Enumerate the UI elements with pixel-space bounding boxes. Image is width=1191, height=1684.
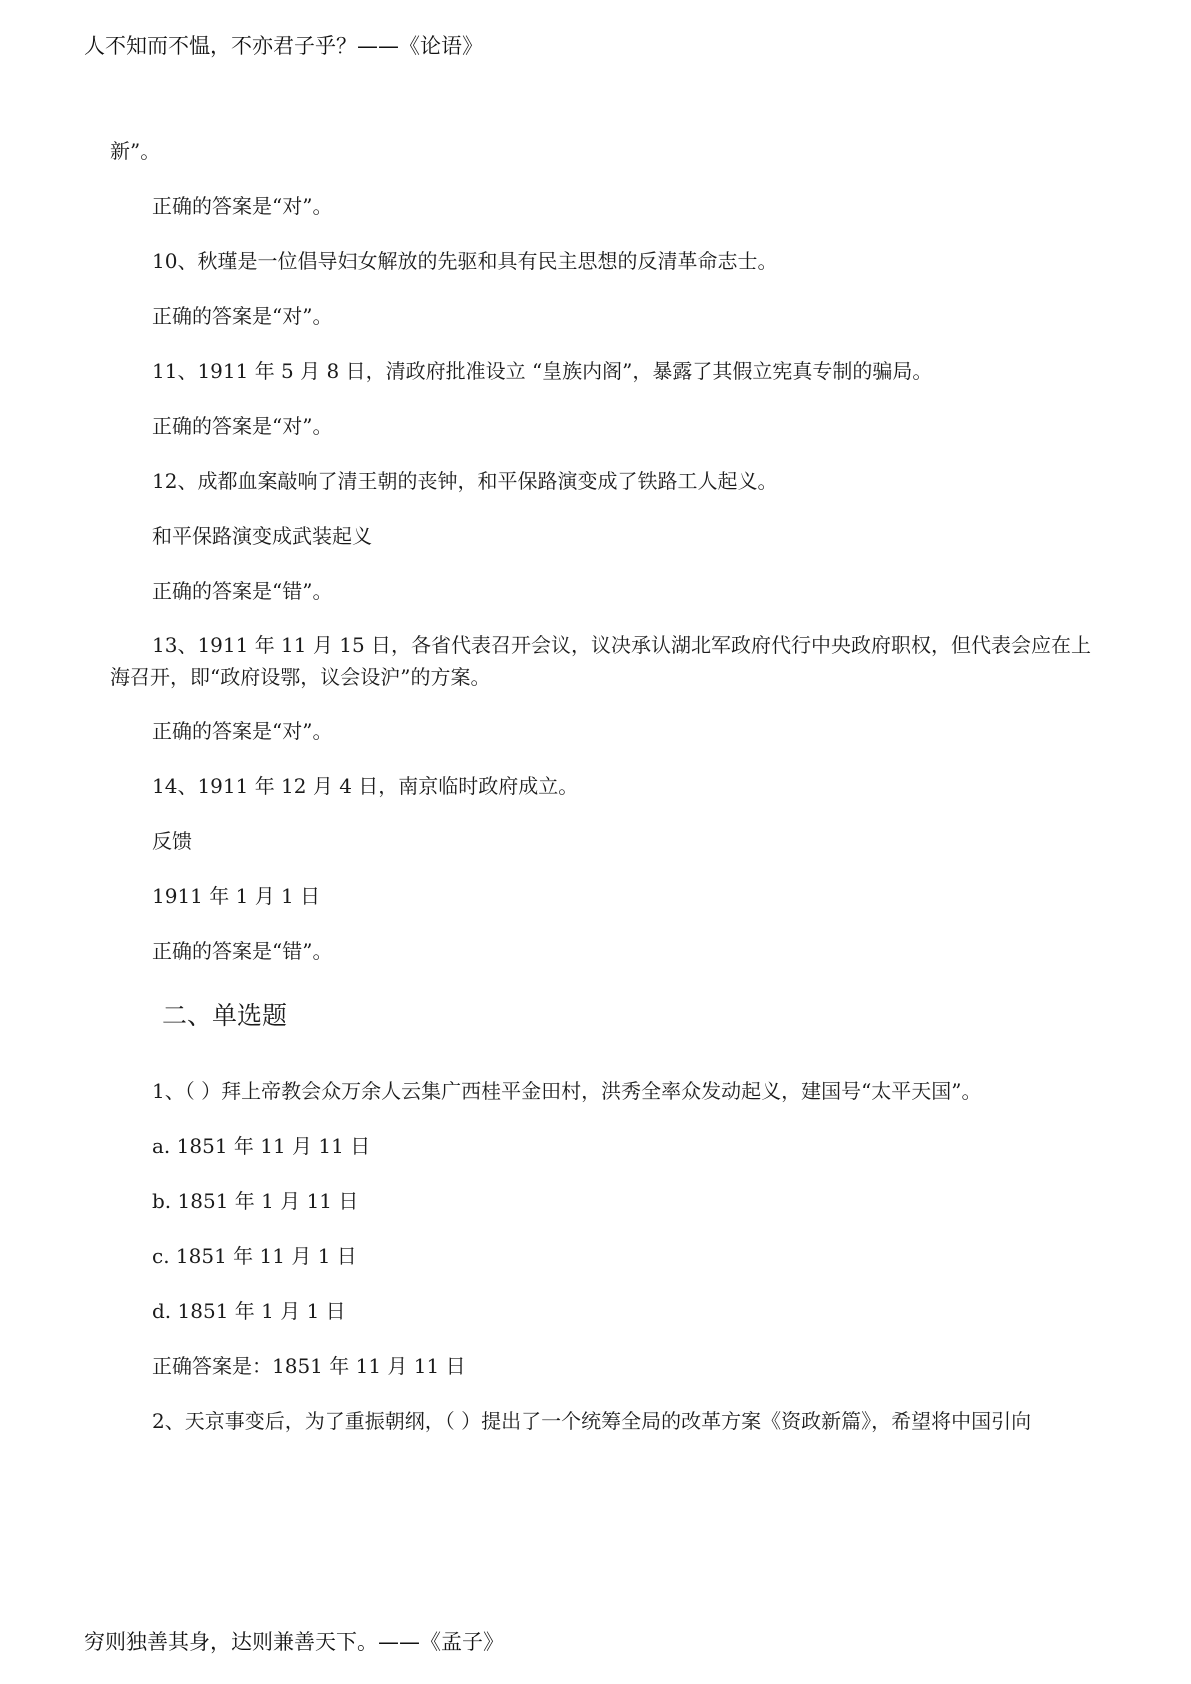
answer-line: 正确的答案是“对”。 [152, 194, 333, 218]
header-quote: 人不知而不愠，不亦君子乎？——《论语》 [84, 34, 483, 58]
mc1-option-d: d. 1851 年 1 月 1 日 [152, 1299, 346, 1323]
answer-line: 正确的答案是“错”。 [152, 579, 333, 603]
question-10: 10、秋瑾是一位倡导妇女解放的先驱和具有民主思想的反清革命志士。 [152, 249, 778, 273]
question-14: 14、1911 年 12 月 4 日，南京临时政府成立。 [152, 774, 579, 798]
feedback-note-12: 和平保路演变成武装起义 [152, 524, 372, 548]
answer-line: 正确的答案是“对”。 [152, 304, 333, 328]
question-13: 13、1911 年 11 月 15 日，各省代表召开会议，议决承认湖北军政府代行中央政府职权，但代表会应在上海召开，即“政府设鄂，议会设沪”的方案。 [110, 633, 1092, 689]
mc1-answer: 正确答案是：1851 年 11 月 11 日 [152, 1354, 466, 1378]
mc1-option-c: c. 1851 年 11 月 1 日 [152, 1244, 357, 1268]
answer-line: 正确的答案是“对”。 [152, 414, 333, 438]
question-12: 12、成都血案敲响了清王朝的丧钟，和平保路演变成了铁路工人起义。 [152, 469, 778, 493]
continuation-text: 新”。 [110, 139, 161, 163]
mc-question-2: 2、天京事变后，为了重振朝纲，（ ）提出了一个统筹全局的改革方案《资政新篇》，希望将中国引向 [152, 1409, 1032, 1433]
mc1-option-a: a. 1851 年 11 月 11 日 [152, 1134, 371, 1158]
mc-question-1: 1、（ ）拜上帝教会众万余人云集广西桂平金田村，洪秀全率众发动起义，建国号“太平天国”。 [152, 1079, 982, 1103]
answer-line: 正确的答案是“对”。 [152, 719, 333, 743]
footer-quote: 穷则独善其身，达则兼善天下。——《孟子》 [84, 1630, 504, 1654]
section-heading: 二、单选题 [162, 1001, 288, 1030]
feedback-label: 反馈 [152, 829, 192, 853]
answer-line: 正确的答案是“错”。 [152, 939, 333, 963]
feedback-14: 1911 年 1 月 1 日 [152, 884, 321, 908]
mc1-option-b: b. 1851 年 1 月 11 日 [152, 1189, 359, 1213]
question-11: 11、1911 年 5 月 8 日，清政府批准设立 “皇族内阁”，暴露了其假立宪真专制的骗局。 [152, 359, 933, 383]
